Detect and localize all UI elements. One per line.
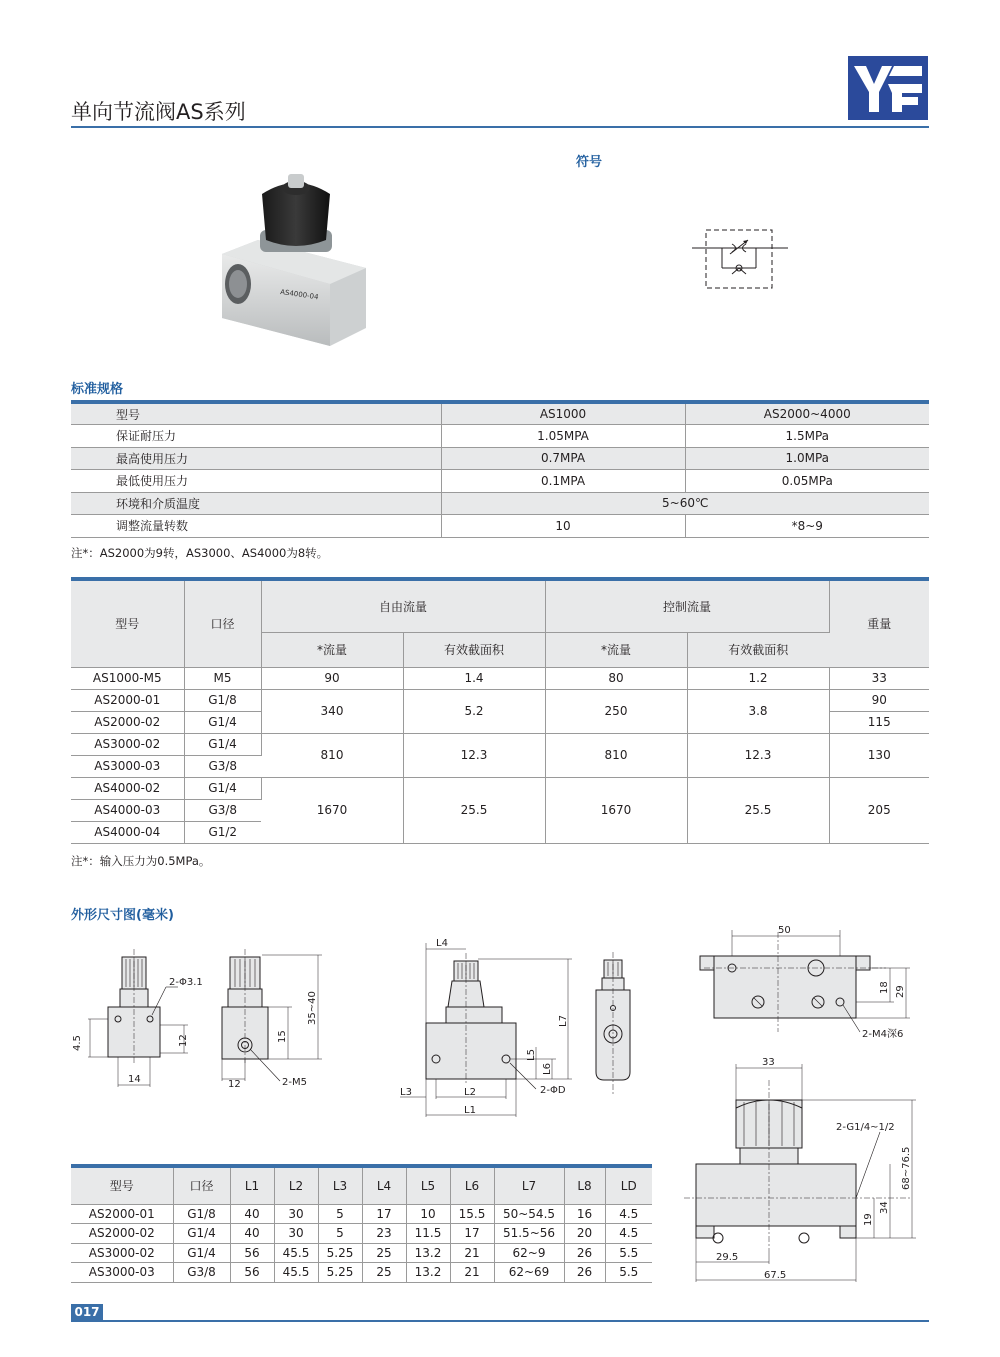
flow-weight: 115 <box>829 711 929 733</box>
dim-l4-label: L4 <box>436 938 448 949</box>
flow-free-flow: 90 <box>261 667 403 689</box>
dim-cell: 5.25 <box>318 1263 362 1283</box>
dim-cell: 15.5 <box>450 1204 494 1224</box>
top-view-drawing <box>696 922 916 1042</box>
flow-free-area: 25.5 <box>403 777 545 843</box>
dim-cell: 25 <box>362 1243 406 1263</box>
dim-cell: 62~9 <box>494 1243 564 1263</box>
footer-divider <box>71 1320 929 1322</box>
flow-ctrl-flow: 1670 <box>545 777 687 843</box>
dimension-table <box>71 1164 652 1283</box>
dim-cell: 20 <box>564 1224 605 1244</box>
flow-header-port: 口径 <box>184 579 261 667</box>
spec-row-value: *8~9 <box>685 515 929 538</box>
dim-l3-label: L3 <box>400 1087 412 1098</box>
dim-cell: 21 <box>450 1263 494 1283</box>
flow-model: AS2000-02 <box>71 711 184 733</box>
dim-cell: 10 <box>406 1204 450 1224</box>
flow-model: AS3000-02 <box>71 733 184 755</box>
flow-port: G1/4 <box>184 777 261 799</box>
dim-cell: 40 <box>230 1224 274 1244</box>
flow-weight: 205 <box>829 777 929 843</box>
dim-cell: G1/8 <box>173 1204 230 1224</box>
dim-34-label: 34 <box>879 1201 890 1214</box>
flow-ctrl-flow: 810 <box>545 733 687 777</box>
page-number: 017 <box>71 1304 103 1320</box>
dim-cell: 17 <box>362 1204 406 1224</box>
dim-hole-label: 2-Φ3.1 <box>169 977 203 988</box>
dim-12-label: 12 <box>228 1079 241 1090</box>
dim-cell: 5.5 <box>605 1263 652 1283</box>
dim-cell: G1/4 <box>173 1224 230 1244</box>
dim-cell: 26 <box>564 1243 605 1263</box>
flow-header-weight: 重量 <box>829 579 929 667</box>
spec-row-value: 1.5MPa <box>685 425 929 448</box>
flow-header-flow: *流量 <box>545 632 687 667</box>
flow-model: AS4000-04 <box>71 821 184 843</box>
spec-note: 注*：AS2000为9转，AS3000、AS4000为8转。 <box>71 546 329 560</box>
spec-row-value: 1.05MPA <box>441 425 685 448</box>
dim-68-label: 68~76.5 <box>901 1146 912 1190</box>
dim-cell: 23 <box>362 1224 406 1244</box>
spec-header-as2000: AS2000~4000 <box>685 402 929 425</box>
flow-header-controlled-flow: 控制流量 <box>545 579 829 632</box>
spec-row-value: 1.0MPa <box>685 447 929 470</box>
dim-29-5-label: 29.5 <box>716 1252 739 1263</box>
dim-cell: 5.5 <box>605 1243 652 1263</box>
dim-hole-label: 2-M4深6 <box>862 1029 904 1040</box>
flow-port: G1/4 <box>184 733 261 755</box>
dim-cell: 13.2 <box>406 1263 450 1283</box>
dim-cell: 30 <box>274 1224 318 1244</box>
flow-header-flow: *流量 <box>261 632 403 667</box>
spec-row-label: 调整流量转数 <box>71 515 441 538</box>
dim-header: LD <box>605 1166 652 1204</box>
dim-cell: 56 <box>230 1243 274 1263</box>
dim-18-label: 18 <box>879 981 890 994</box>
flow-table <box>71 577 929 844</box>
dim-cell: 16 <box>564 1204 605 1224</box>
dim-l2-label: L2 <box>464 1087 476 1098</box>
flow-port: G3/8 <box>184 799 261 821</box>
spec-row-value: 0.1MPA <box>441 470 685 493</box>
dim-cell: 51.5~56 <box>494 1224 564 1244</box>
flow-port: G3/8 <box>184 755 261 777</box>
flow-header-model: 型号 <box>71 579 184 667</box>
flow-model: AS1000-M5 <box>71 667 184 689</box>
dim-cell: 17 <box>450 1224 494 1244</box>
as2000-side-drawing <box>590 950 636 1100</box>
flow-weight: 90 <box>829 689 929 711</box>
flow-free-flow: 340 <box>261 689 403 733</box>
flow-model: AS2000-01 <box>71 689 184 711</box>
dim-port-label: 2-G1/4~1/2 <box>836 1122 895 1133</box>
dim-l6-label: L6 <box>542 1063 553 1075</box>
spec-row-value: 0.7MPA <box>441 447 685 470</box>
flow-model: AS4000-03 <box>71 799 184 821</box>
flow-header-area: 有效截面积 <box>403 632 545 667</box>
flow-free-flow: 1670 <box>261 777 403 843</box>
dim-cell: G3/8 <box>173 1263 230 1283</box>
dim-15-label: 15 <box>277 1030 288 1043</box>
flow-ctrl-area: 3.8 <box>687 689 829 733</box>
spec-header-model: 型号 <box>71 402 441 425</box>
dim-cell: AS2000-02 <box>71 1224 173 1244</box>
spec-row-value: 10 <box>441 515 685 538</box>
dim-header: L8 <box>564 1166 605 1204</box>
dim-cell: 25 <box>362 1263 406 1283</box>
throttle-check-valve-symbol <box>692 226 788 292</box>
dim-cell: 11.5 <box>406 1224 450 1244</box>
dim-cell: 56 <box>230 1263 274 1283</box>
dim-cell: AS3000-03 <box>71 1263 173 1283</box>
dim-cell: AS3000-02 <box>71 1243 173 1263</box>
flow-free-area: 12.3 <box>403 733 545 777</box>
dim-cell: 13.2 <box>406 1243 450 1263</box>
dim-l1-label: L1 <box>464 1105 476 1116</box>
spec-row-label: 环境和介质温度 <box>71 492 441 515</box>
dim-header: L5 <box>406 1166 450 1204</box>
flow-ctrl-area: 12.3 <box>687 733 829 777</box>
dim-19-label: 19 <box>863 1213 874 1226</box>
product-photo <box>218 168 366 348</box>
dim-header: L6 <box>450 1166 494 1204</box>
dim-l7-label: L7 <box>558 1015 569 1027</box>
dim-header: L1 <box>230 1166 274 1204</box>
dim-header: 型号 <box>71 1166 173 1204</box>
flow-ctrl-area: 25.5 <box>687 777 829 843</box>
dim-l5-label: L5 <box>526 1049 537 1061</box>
dim-cell: G1/4 <box>173 1243 230 1263</box>
flow-free-flow: 810 <box>261 733 403 777</box>
dim-header: 口径 <box>173 1166 230 1204</box>
dim-33-label: 33 <box>762 1057 775 1068</box>
dim-35-40-label: 35~40 <box>307 991 318 1025</box>
title-divider <box>71 126 929 128</box>
flow-note: 注*：输入压力为0.5MPa。 <box>71 854 211 868</box>
flow-port: G1/4 <box>184 711 261 733</box>
as2000-front-drawing <box>396 935 582 1123</box>
flow-header-free-flow: 自由流量 <box>261 579 545 632</box>
spec-row-label: 最低使用压力 <box>71 470 441 493</box>
dim-4-5-label: 4.5 <box>72 1035 83 1051</box>
flow-port: M5 <box>184 667 261 689</box>
dim-cell: 50~54.5 <box>494 1204 564 1224</box>
flow-free-area: 1.4 <box>403 667 545 689</box>
dim-cell: 5.25 <box>318 1243 362 1263</box>
photo-model-label: AS4000-04 <box>279 288 319 302</box>
dim-cell: 4.5 <box>605 1224 652 1244</box>
spec-row-value: 0.05MPa <box>685 470 929 493</box>
spec-row-label: 最高使用压力 <box>71 447 441 470</box>
flow-weight: 33 <box>829 667 929 689</box>
as1000-front-drawing <box>70 945 220 1095</box>
spec-row-value: 5~60℃ <box>441 492 929 515</box>
flow-header-area: 有效截面积 <box>687 632 829 667</box>
dim-cell: 45.5 <box>274 1263 318 1283</box>
dim-cell: 5 <box>318 1204 362 1224</box>
yf-logo <box>848 56 928 120</box>
dimensions-section-title: 外形尺寸图(毫米) <box>71 908 174 923</box>
dim-cell: 4.5 <box>605 1204 652 1224</box>
dim-50-label: 50 <box>778 925 791 936</box>
flow-port: G1/8 <box>184 689 261 711</box>
spec-header-as1000: AS1000 <box>441 402 685 425</box>
flow-port: G1/2 <box>184 821 261 843</box>
flow-model: AS4000-02 <box>71 777 184 799</box>
dim-hole-label: 2-ΦD <box>540 1085 566 1096</box>
spec-table <box>71 400 929 538</box>
flow-ctrl-flow: 250 <box>545 689 687 733</box>
dim-header: L2 <box>274 1166 318 1204</box>
page-title: 单向节流阀AS系列 <box>71 100 246 124</box>
dim-14-label: 14 <box>128 1074 141 1085</box>
dim-cell: AS2000-01 <box>71 1204 173 1224</box>
dim-cell: 62~69 <box>494 1263 564 1283</box>
dim-67-5-label: 67.5 <box>764 1270 787 1281</box>
flow-free-area: 5.2 <box>403 689 545 733</box>
flow-model: AS3000-03 <box>71 755 184 777</box>
as4000-front-drawing <box>680 1050 920 1286</box>
dim-cell: 26 <box>564 1263 605 1283</box>
as1000-side-drawing <box>218 945 328 1095</box>
symbol-label: 符号 <box>576 155 603 170</box>
dim-header: L4 <box>362 1166 406 1204</box>
spec-section-title: 标准规格 <box>71 382 124 397</box>
dim-header: L7 <box>494 1166 564 1204</box>
dim-cell: 21 <box>450 1243 494 1263</box>
dim-cell: 40 <box>230 1204 274 1224</box>
dim-port-label: 2-M5 <box>282 1077 307 1088</box>
dim-cell: 45.5 <box>274 1243 318 1263</box>
dim-header: L3 <box>318 1166 362 1204</box>
dim-cell: 5 <box>318 1224 362 1244</box>
spec-row-label: 保证耐压力 <box>71 425 441 448</box>
dim-12-label: 12 <box>178 1034 189 1047</box>
dim-cell: 30 <box>274 1204 318 1224</box>
flow-ctrl-flow: 80 <box>545 667 687 689</box>
flow-ctrl-area: 1.2 <box>687 667 829 689</box>
flow-weight: 130 <box>829 733 929 777</box>
dim-29-label: 29 <box>895 985 906 998</box>
